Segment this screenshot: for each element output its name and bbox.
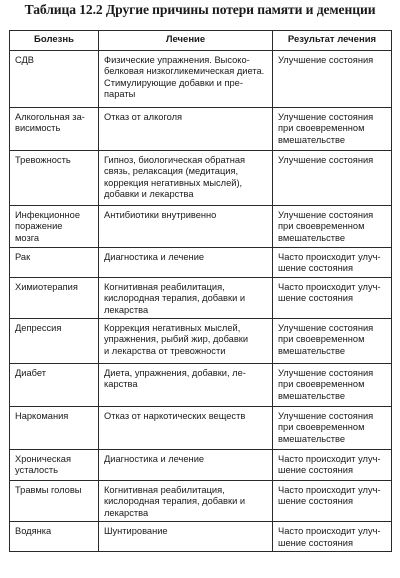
result-cell: Часто происходит улуч- шение состояния [273,522,392,552]
disease-cell: Травмы головы [10,481,99,522]
disease-cell: Инфекционное поражение мозга [10,206,99,248]
disease-cell: Рак [10,248,99,278]
disease-cell: Водянка [10,522,99,552]
table-row [10,277,392,318]
disease-cell: Тревожность [10,151,99,206]
result-cell: Улучшение состояния [273,151,392,206]
treatment-cell: Диагностика и лечение [99,450,273,481]
result-cell: Часто происходит улуч- шение состояния [273,450,392,481]
disease-cell: СДВ [10,51,99,108]
header-disease: Болезнь [10,31,99,51]
header-treatment: Лечение [99,31,273,51]
table-row [10,481,392,522]
disease-cell: Химиотерапия [10,277,99,318]
table-title: Таблица 12.2 Другие причины потери памяти и деменции [24,2,376,17]
table-row [10,407,392,450]
table-row [10,51,392,108]
table-row [10,108,392,151]
treatment-cell: Когнитивная реабилитация, кислородная терапия, добавки и лекарства [99,277,273,318]
treatment-cell: Отказ от алкоголя [99,108,273,151]
table-row [10,319,392,364]
table-row [10,450,392,481]
table-row [10,522,392,552]
treatment-cell: Коррекция негативных мыслей, упражнения, рыбий жир, добавки и лекарства от тревожности [99,319,273,364]
table-row [10,364,392,407]
treatment-cell: Шунтирование [99,522,273,552]
disease-cell: Наркомания [10,407,99,450]
disease-cell: Диабет [10,364,99,407]
result-cell: Часто происходит улуч- шение состояния [273,481,392,522]
treatment-cell: Диета, упражнения, добавки, ле- карства [99,364,273,407]
header-result: Результат лечения [273,31,392,51]
result-cell: Улучшение состояния при своевременном вмешательстве [273,364,392,407]
result-cell: Улучшение состояния при своевременном вмешательстве [273,108,392,151]
result-cell: Часто происходит улуч- шение состояния [273,248,392,278]
table-row [10,206,392,248]
disease-cell: Хроническая усталость [10,450,99,481]
result-cell: Улучшение состояния при своевременном вмешательстве [273,407,392,450]
table-header-row [10,31,392,51]
treatment-cell: Отказ от наркотических веществ [99,407,273,450]
treatment-cell: Антибиотики внутривенно [99,206,273,248]
result-cell: Улучшение состояния при своевременном вмешательстве [273,319,392,364]
table-row [10,151,392,206]
treatment-cell: Диагностика и лечение [99,248,273,278]
table-row [10,248,392,278]
treatment-cell: Гипноз, биологическая обратная связь, релаксация (медитация, коррекция негативных мыслей), добавки и лекарства [99,151,273,206]
treatment-cell: Когнитивная реабилитация, кислородная терапия, добавки и лекарства [99,481,273,522]
disease-cell: Алкогольная за- висимость [10,108,99,151]
treatment-cell: Физические упражнения. Высоко- белковая низкогликемическая диета. Стимулирующие добавки и пре- параты [99,51,273,108]
disease-cell: Депрессия [10,319,99,364]
conditions-table [9,30,392,552]
result-cell: Улучшение состояния [273,51,392,108]
result-cell: Улучшение состояния при своевременном вмешательстве [273,206,392,248]
result-cell: Часто происходит улуч- шение состояния [273,277,392,318]
